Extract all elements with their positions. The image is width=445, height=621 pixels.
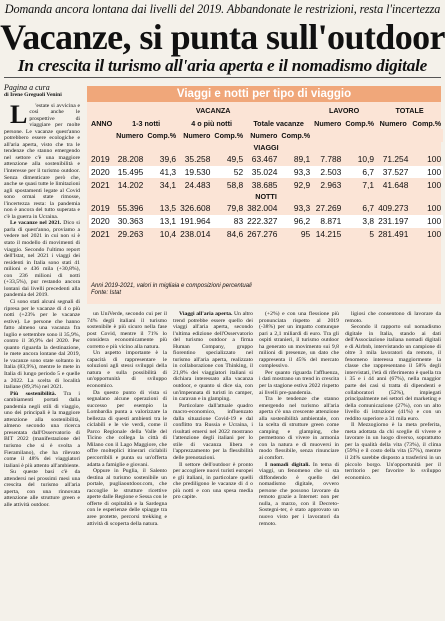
viaggi-row [89,166,443,179]
value-cell: 100 [427,154,442,165]
paragraph: Secondo il rapporto sul nomadismo digitale in Italia, stando ai dati dell'Associazione italiana nomadi digitali e di Airbnb, intervistando un campione di oltre 3 mila lavoratori da remoto, il fenomeno interessa maggiormente la classe che rappresentano il 58% degli intervistati, l'età di riferimento è quella tra i 35 e i 44 anni (67%), nella maggior parte dei casi si tratta di dipendenti e collaboratori (52%), impiegati principalmente nei settori del marketing e della comunicazione (27%), con un alto livello di istruzione (41%) e con un reddito superiore a 31 mila euro. [345,324,441,422]
viaggi-row [89,153,443,166]
sub-1-3-notti: 1-3 notti [132,118,161,128]
col-numero: Numero [116,131,144,141]
value-cell: 24.483 [184,179,211,190]
col-comp: Comp.% [214,131,244,141]
value-cell: 58,8 [226,179,244,190]
value-cell: 92,9 [293,179,311,190]
value-cell: 71.254 [382,154,409,165]
paragraph: Un altro trend potrebbe essere quello dei viaggi all'aria aperta, secondo l'ultima edizione dell'Osservatorio del turismo outdoor a firma Human Company, gruppo fiorentino specializzato nel turismo all'aria aperta, realizzato in collaborazione con Thinking, il 21,8% dei viaggiatori italiani si dichiara interessato alla vacanza outdoor, e quanto si dice sia, con un'impennata di turisti in camper, in caravan e in glamping. [173,311,253,403]
paragraph: ligiosi che consentono di lavorare da remoto. [345,311,441,324]
value-cell: 191.964 [180,216,211,227]
value-cell: 281.491 [378,228,409,239]
value-cell: 13,1 [145,215,178,228]
value-cell: 38.685 [251,179,278,190]
col-numero: Numero [314,118,342,128]
viaggi-section-label: VIAGGI [253,143,279,153]
value-cell: 409.273 [378,203,409,214]
value-cell: 15.495 [114,166,145,179]
paragraph: Su queste basi c'è da attendersi nei prossimi mesi una crescita del turismo all'aria aperta, con una rinnovata attenzione alle strutture green e alle attività outdoor. [4,469,80,508]
col-anno: ANNO [91,118,113,128]
byline: di Irene Greguoli Venini [4,92,62,98]
value-cell: 37.527 [376,166,410,179]
subheading: Più sostenibilità. [10,390,57,397]
col-numero: Numero [245,129,279,142]
value-cell: 2.963 [320,179,342,190]
value-cell: 63.467 [251,154,278,165]
year-cell: 2021 [91,228,110,239]
value-cell: 14.215 [315,228,342,239]
value-cell: 222.327 [247,216,278,227]
value-cell: 3,8 [343,215,376,228]
year-cell: 2019 [91,154,110,165]
paragraph: Un aspetto importante è la capacità di rappresentare le soluzioni agli stessi sviluppi della natura e sulla possibilità di un'opportunità di sviluppo economico. [87,350,167,390]
paragraph: Particolare dall'attuale quadro macro-economico, influenzato dalla situazione Covid-19 e dal conflitto tra Russia e Ucraina, i risultati emersi nel 2022 mostrano l'attenzione degli italiani per lo stile di vacanza libera e l'apprezzamento per la flessibilità delle prenotazioni. [173,402,253,462]
text-column-2 [87,311,167,618]
subheading: I nomadi digitali. [265,461,310,468]
value-cell: 27.269 [315,203,342,214]
value-cell: 35.258 [184,154,211,165]
value-cell: 52 [212,166,245,179]
group-lavoro: LAVORO [329,105,360,115]
value-cell: 93,3 [279,166,312,179]
trips-table [89,104,443,240]
value-cell: 100 [427,179,442,190]
value-cell: 5 [369,228,375,239]
paragraph: Oppure in Puglia, il Salento destina al turismo sostenibile un portale, pugliaoutdoor.com, che raccoglie le strutture ricettive aperte dalle Regione e Sessa con le offerte di ospitalità e la Sardegna con le esperienze delle spiagge tra aree protette, percorsi trekking e attività di scoperta della natura. [87,468,167,527]
col-numero: Numero [178,129,212,142]
text-column-4 [259,311,339,618]
notti-section-label: NOTTI [255,192,277,202]
notti-row [89,228,443,241]
value-cell: 326.608 [180,203,211,214]
value-cell: 267.276 [247,228,278,239]
group-totale: TOTALE [395,105,424,115]
paragraph: Tra i cambiamenti portati dalla pandemia negli stili di viaggio, uno dei principali è la maggiore attenzione alla sostenibilità, almeno secondo una ricerca presentata dall'Osservatorio di BIT 2022 (manifestazione del turismo che si è svolta a Fieramilano), che ha rilevato come il 48% dei viaggiatori italiani è più attento all'ambiente. [4,390,80,469]
paragraph: Da questo punto di vista si segnalano alcune operazioni di successo per esempio la Lombardia punta a valorizzare la bellezza di questi ambienti tra le ciclabili e le vie verdi, come il Parco Regionale della Valle del Ticino che collega la città di Milano con il Lago Maggiore, che offre molteplici itinerari ciclabili percorribili e punta su un'offerta adatta a famiglie e giovani. [87,389,167,468]
table-title: Viaggi e notti per tipo di viaggio [87,86,441,102]
viaggi-row [89,178,443,191]
year-cell: 2019 [91,203,110,214]
subheading: Le vacanze nel 2021. [10,220,62,227]
value-cell: 8.871 [312,215,343,228]
article-headline: Vacanze, si punta sull'outdoor [0,17,445,57]
text-column-5 [345,311,441,618]
value-cell: 10,9 [357,154,375,165]
value-cell: 100 [410,166,443,179]
year-cell: 2020 [89,166,114,179]
drop-cap: L [10,99,28,129]
paragraph: Tra le tendenze che stanno emergendo nel turismo all'aria aperta c'è una crescente attenzione alla sostenibilità ambientale, con la scelta di strutture green come camping e glamping, che permettono di vivere in armonia con la natura e di muoversi in modo flessibile, senza rinunciare ai comfort. [259,396,339,462]
value-cell: 6,7 [343,166,376,179]
value-cell: 55.396 [117,203,144,214]
col-comp: Comp.% [281,131,311,141]
text-column-3 [173,311,253,618]
group-vacanza: VACANZA [195,105,231,115]
value-cell: 238.014 [180,228,211,239]
sub-totale-vacanze: Totale vacanze [253,118,304,128]
page-credit: Pagina a cura [4,83,50,92]
value-cell: 10,4 [159,228,177,239]
value-cell: 19.530 [178,166,212,179]
value-cell: 49,5 [226,154,244,165]
value-cell: 39,6 [159,154,177,165]
paragraph: Ci sono stati alcuni segnali di ripresa per le vacanze di 4 o più notti (+23% per le vacanze estive). Le persone che hanno fatto almeno una vacanza fra luglio e settembre sono il 35,9%, contro il 36,9% del 2020. Per quanto riguarda la destinazione, le mete ancora lontane dal 2019, le vacanze sono state soltanto in Italia (83,9%), mentre le mete in Italia di lungo periodo 5 e quelle a 2022. La scelta di località italiane (89,3%) nel 2021. [4,298,80,391]
col-numero: Numero [379,118,407,128]
value-cell: 100 [427,228,442,239]
paragraph: Per quanto riguarda l'affluenza, i dati mostrano un trend in crescita per la stagione estiva 2022 rispetto ai livelli pre-pandemia. [259,369,339,396]
value-cell: 30.363 [114,215,145,228]
subheading: Viaggi all'aria aperta. [179,311,233,317]
col-comp: Comp.% [147,131,177,141]
value-cell: 41.648 [382,179,409,190]
value-cell: 6,7 [362,203,375,214]
value-cell: 95 [300,228,311,239]
value-cell: 2.503 [312,166,343,179]
col-comp: Comp.% [412,118,442,128]
value-cell: 100 [427,203,442,214]
data-table-box [87,86,441,304]
value-cell: 14.202 [117,179,144,190]
value-cell: 79,8 [226,203,244,214]
year-cell: 2020 [89,215,114,228]
value-cell: 28.208 [117,154,144,165]
paragraph: Dico si parla di quest'anno, proviamo a vedere nel 2021 in cui non si è stato il modello di movimenti di viaggio. Secondo l'ultimo report dell'Istat, nel 2021 i viaggi dei residenti in Italia sono stati 41 milioni e 436 mila (+30,8%), con 236 milioni di notti (+33,5%), pur restando ancora lontani dai livelli precedenti alla pandemia del 2019. [4,220,80,299]
value-cell: 7,1 [362,179,375,190]
value-cell: 93,3 [293,203,311,214]
value-cell: 13,5 [159,203,177,214]
sub-4-notti: 4 o più notti [191,118,232,128]
value-cell: 34,1 [159,179,177,190]
notti-row [89,202,443,215]
value-cell: 29.263 [117,228,144,239]
text-column-1 [4,83,80,618]
header-rule [4,77,441,78]
col-comp: Comp.% [345,118,375,128]
value-cell: 35.024 [245,166,279,179]
value-cell: 83 [212,215,245,228]
paragraph: Il Mezzogiorno è la meta preferita, meta adottata da chi sceglie di vivere e lavorare in un luogo diverso, soprattutto per la qualità della vita (73%), il clima (59%) e il costo della vita (57%), mentre il 24% sarebbe disposto a trasferirsi in un piccolo borgo. Un'opportunità per il territorio per favorire lo sviluppo economico. [345,422,441,481]
value-cell: 7.788 [320,154,342,165]
article-kicker: Domanda ancora lontana dai livelli del 2019. Abbandonate le restrizioni, resta l'incertezza [4,2,441,16]
paragraph: (+2%) e con una flessione più pronunciata rispetto al 2019 (-38%) per un impatto comunque pari a 2,1 miliardi di euro. Tra gli ospiti stranieri, il turismo outdoor ha generato un movimento sui 9,8 milioni di presenze, un dato che rappresenta il 45% del mercato complessivo. [259,311,339,370]
paragraph: In tema di viaggi, un fenomeno che si sta diffondendo è quello del nomadismo digitale, ovvero persone che possono lavorare da remoto grazie a Internet: non per nulla, a marzo, con il Decreto-Sostegni-ter, è stato approvato un nuovo visto per i lavoratori da remoto. [259,461,339,527]
article-deck: In crescita il turismo all'aria aperta e il nomadismo digitale [17,56,428,75]
value-cell: 382.004 [247,203,278,214]
year-cell: 2021 [91,179,110,190]
table-note-range: Anni 2019-2021, valori in migliaia e composizioni percentuali [91,283,252,289]
value-cell: 41,3 [145,166,178,179]
value-cell: 84,6 [226,228,244,239]
value-cell: 89,1 [293,154,311,165]
value-cell: 96,2 [279,215,312,228]
table-note [91,283,252,297]
table-source: Fonte: Istat [91,290,122,296]
notti-row [89,215,443,228]
paragraph: un UniVerde, secondo cui per il 74% degli italiani il turismo sostenibile è più sicuro nella fase post Covid, mentre il 71% lo considera economicamente più corretto e più vicino alla natura. [87,311,167,350]
value-cell: 100 [410,215,443,228]
value-cell: 231.197 [378,216,409,227]
paragraph: 'estate si avvicina e così anche le prospettive di viaggiare per molte persone. Le vacanze quest'anno potrebbero essere ecologiche e all'aria aperta, visto che tra le tendenze che stanno emergendo nel settore c'è una maggiore attenzione alla sostenibilità e l'interesse per il turismo outdoor. Senza dimenticare però che, anche se quasi tutte le limitazioni agli spostamenti legate al Covid sono ormai state rimosse, l'incertezza resta: la pandemia non è ancora del tutto superata e c'è la guerra in Ucraina. [4,102,80,220]
paragraph: Il settore dell'outdoor è pronto per accogliere nuovi turisti europei e gli italiani, in particolare quelli che prediligono le vacanze di 4 o più notti e con una spesa media pro capite. [173,461,253,501]
